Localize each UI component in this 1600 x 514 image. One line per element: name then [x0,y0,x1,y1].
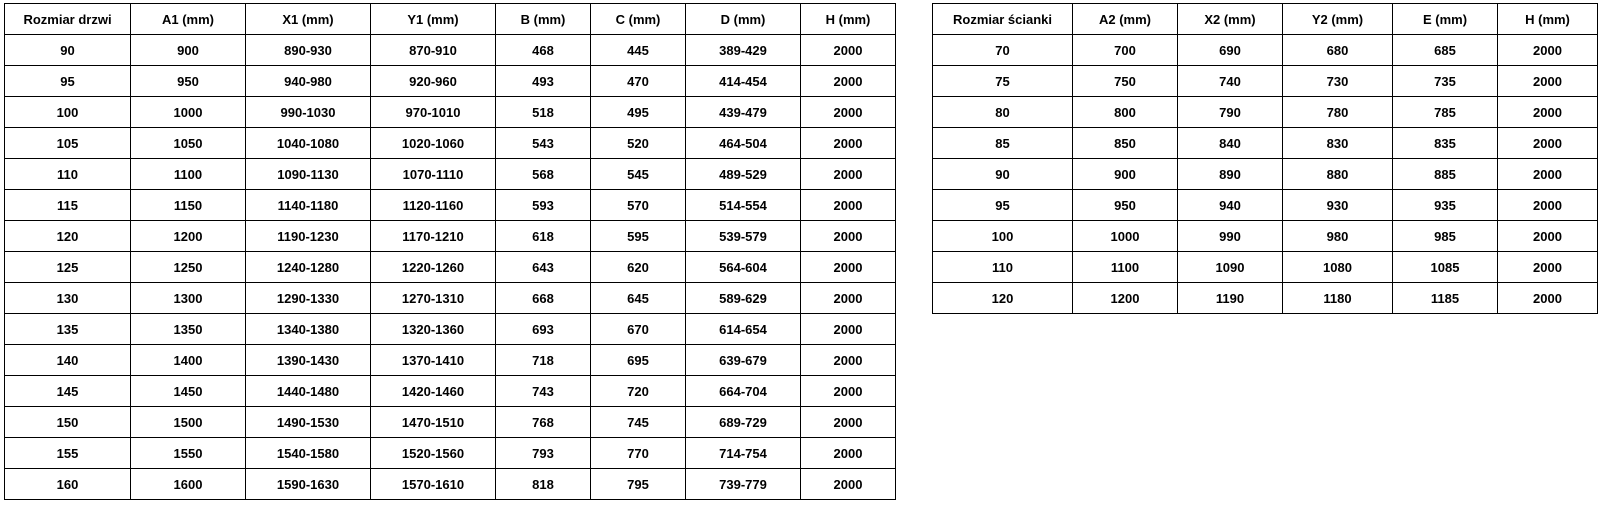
table-header-row [933,4,1598,35]
doors-dimensions-table-container [4,3,896,500]
table-cell: 1440-1480 [246,376,371,407]
table-cell: 568 [496,159,591,190]
table-cell: 664-704 [686,376,801,407]
table-row [933,66,1598,97]
table-cell: 1350 [131,314,246,345]
table-cell: 464-504 [686,128,801,159]
column-header-x1: X1 (mm) [246,4,371,35]
walls-table-header [933,4,1598,35]
table-cell: 1270-1310 [371,283,496,314]
table-cell: 543 [496,128,591,159]
table-cell: 935 [1393,190,1498,221]
table-row [5,283,896,314]
table-cell: 1000 [1073,221,1178,252]
table-cell: 2000 [801,35,896,66]
table-cell: 145 [5,376,131,407]
table-cell: 645 [591,283,686,314]
table-header-row [5,4,896,35]
table-cell: 1490-1530 [246,407,371,438]
table-cell: 125 [5,252,131,283]
table-cell: 840 [1178,128,1283,159]
table-cell: 1390-1430 [246,345,371,376]
table-row [5,221,896,252]
table-cell: 1120-1160 [371,190,496,221]
table-cell: 930 [1283,190,1393,221]
table-cell: 2000 [801,314,896,345]
table-cell: 1500 [131,407,246,438]
table-cell: 1190-1230 [246,221,371,252]
table-cell: 700 [1073,35,1178,66]
table-cell: 830 [1283,128,1393,159]
column-header-h: H (mm) [1498,4,1598,35]
table-cell: 545 [591,159,686,190]
table-cell: 1300 [131,283,246,314]
table-cell: 2000 [801,66,896,97]
table-cell: 489-529 [686,159,801,190]
table-row [933,35,1598,66]
table-cell: 900 [131,35,246,66]
table-cell: 539-579 [686,221,801,252]
table-row [5,469,896,500]
table-cell: 890 [1178,159,1283,190]
table-cell: 140 [5,345,131,376]
table-cell: 2000 [801,407,896,438]
table-cell: 1090 [1178,252,1283,283]
table-cell: 768 [496,407,591,438]
table-cell: 2000 [801,252,896,283]
table-cell: 120 [933,283,1073,314]
table-cell: 800 [1073,97,1178,128]
table-cell: 518 [496,97,591,128]
table-cell: 2000 [1498,252,1598,283]
table-cell: 850 [1073,128,1178,159]
table-cell: 593 [496,190,591,221]
table-cell: 880 [1283,159,1393,190]
table-row [933,221,1598,252]
table-row [5,97,896,128]
table-cell: 468 [496,35,591,66]
table-cell: 1470-1510 [371,407,496,438]
table-cell: 110 [5,159,131,190]
table-cell: 2000 [801,128,896,159]
table-row [5,252,896,283]
table-cell: 2000 [801,345,896,376]
column-header-e: E (mm) [1393,4,1498,35]
table-cell: 735 [1393,66,1498,97]
table-cell: 835 [1393,128,1498,159]
table-cell: 795 [591,469,686,500]
table-cell: 135 [5,314,131,345]
table-cell: 75 [933,66,1073,97]
table-cell: 1190 [1178,283,1283,314]
table-cell: 689-729 [686,407,801,438]
table-cell: 1070-1110 [371,159,496,190]
table-cell: 750 [1073,66,1178,97]
table-cell: 745 [591,407,686,438]
table-cell: 920-960 [371,66,496,97]
table-row [5,159,896,190]
table-cell: 685 [1393,35,1498,66]
column-header-b: B (mm) [496,4,591,35]
table-row [5,128,896,159]
table-cell: 1400 [131,345,246,376]
table-cell: 1220-1260 [371,252,496,283]
table-cell: 790 [1178,97,1283,128]
table-cell: 818 [496,469,591,500]
table-cell: 1320-1360 [371,314,496,345]
table-cell: 614-654 [686,314,801,345]
table-cell: 785 [1393,97,1498,128]
column-header-x2: X2 (mm) [1178,4,1283,35]
table-cell: 120 [5,221,131,252]
table-cell: 720 [591,376,686,407]
table-cell: 985 [1393,221,1498,252]
table-cell: 2000 [1498,128,1598,159]
table-row [5,66,896,97]
table-cell: 2000 [1498,35,1598,66]
table-cell: 714-754 [686,438,801,469]
table-cell: 514-554 [686,190,801,221]
table-cell: 1200 [131,221,246,252]
table-cell: 80 [933,97,1073,128]
table-cell: 1100 [131,159,246,190]
table-cell: 780 [1283,97,1393,128]
table-cell: 110 [933,252,1073,283]
table-cell: 990-1030 [246,97,371,128]
table-cell: 2000 [801,159,896,190]
table-cell: 85 [933,128,1073,159]
table-cell: 1090-1130 [246,159,371,190]
table-cell: 618 [496,221,591,252]
table-cell: 1100 [1073,252,1178,283]
column-header-y1: Y1 (mm) [371,4,496,35]
table-row [5,407,896,438]
table-cell: 1080 [1283,252,1393,283]
table-cell: 155 [5,438,131,469]
table-cell: 1290-1330 [246,283,371,314]
table-cell: 693 [496,314,591,345]
table-cell: 950 [131,66,246,97]
table-cell: 2000 [1498,97,1598,128]
table-cell: 950 [1073,190,1178,221]
table-cell: 589-629 [686,283,801,314]
table-cell: 990 [1178,221,1283,252]
table-cell: 1200 [1073,283,1178,314]
table-cell: 1180 [1283,283,1393,314]
column-header-rozmiar-drzwi: Rozmiar drzwi [5,4,131,35]
table-cell: 90 [5,35,131,66]
table-cell: 1250 [131,252,246,283]
table-cell: 1540-1580 [246,438,371,469]
table-cell: 1185 [1393,283,1498,314]
table-cell: 718 [496,345,591,376]
table-cell: 900 [1073,159,1178,190]
table-cell: 1450 [131,376,246,407]
walls-dimensions-table [932,3,1598,314]
table-cell: 105 [5,128,131,159]
table-cell: 100 [933,221,1073,252]
table-cell: 1150 [131,190,246,221]
table-cell: 680 [1283,35,1393,66]
table-cell: 1550 [131,438,246,469]
table-cell: 495 [591,97,686,128]
table-cell: 940-980 [246,66,371,97]
table-cell: 770 [591,438,686,469]
table-cell: 980 [1283,221,1393,252]
table-cell: 1570-1610 [371,469,496,500]
table-cell: 470 [591,66,686,97]
table-cell: 730 [1283,66,1393,97]
table-cell: 740 [1178,66,1283,97]
table-cell: 1000 [131,97,246,128]
table-cell: 389-429 [686,35,801,66]
table-cell: 643 [496,252,591,283]
table-cell: 1085 [1393,252,1498,283]
table-cell: 2000 [801,283,896,314]
table-cell: 445 [591,35,686,66]
table-row [5,438,896,469]
table-cell: 150 [5,407,131,438]
table-cell: 670 [591,314,686,345]
doors-table-header [5,4,896,35]
table-cell: 595 [591,221,686,252]
table-cell: 564-604 [686,252,801,283]
table-cell: 1020-1060 [371,128,496,159]
table-cell: 1040-1080 [246,128,371,159]
table-cell: 743 [496,376,591,407]
table-cell: 130 [5,283,131,314]
table-cell: 2000 [1498,66,1598,97]
table-row [5,376,896,407]
table-cell: 1420-1460 [371,376,496,407]
column-header-rozmiar-scianki: Rozmiar ścianki [933,4,1073,35]
table-cell: 2000 [801,438,896,469]
table-cell: 90 [933,159,1073,190]
table-cell: 695 [591,345,686,376]
table-row [933,190,1598,221]
table-cell: 1140-1180 [246,190,371,221]
table-row [5,35,896,66]
table-row [933,252,1598,283]
table-cell: 160 [5,469,131,500]
table-cell: 95 [933,190,1073,221]
table-cell: 2000 [1498,159,1598,190]
table-cell: 690 [1178,35,1283,66]
walls-dimensions-table-container [932,3,1598,314]
table-cell: 95 [5,66,131,97]
table-cell: 2000 [801,376,896,407]
table-row [933,159,1598,190]
table-cell: 885 [1393,159,1498,190]
table-cell: 493 [496,66,591,97]
table-cell: 2000 [1498,190,1598,221]
table-cell: 1340-1380 [246,314,371,345]
table-cell: 570 [591,190,686,221]
doors-dimensions-table [4,3,896,500]
table-cell: 1520-1560 [371,438,496,469]
table-row [933,97,1598,128]
walls-table-body [933,35,1598,314]
table-cell: 970-1010 [371,97,496,128]
table-cell: 2000 [801,221,896,252]
column-header-y2: Y2 (mm) [1283,4,1393,35]
table-cell: 2000 [801,190,896,221]
table-cell: 2000 [801,97,896,128]
column-header-h: H (mm) [801,4,896,35]
table-row [933,128,1598,159]
table-cell: 1370-1410 [371,345,496,376]
table-cell: 639-679 [686,345,801,376]
doors-table-body [5,35,896,500]
table-cell: 793 [496,438,591,469]
table-row [5,314,896,345]
table-cell: 439-479 [686,97,801,128]
table-cell: 70 [933,35,1073,66]
table-cell: 414-454 [686,66,801,97]
column-header-a1: A1 (mm) [131,4,246,35]
table-row [5,345,896,376]
column-header-d: D (mm) [686,4,801,35]
table-cell: 940 [1178,190,1283,221]
table-cell: 890-930 [246,35,371,66]
table-cell: 1050 [131,128,246,159]
table-cell: 1590-1630 [246,469,371,500]
table-cell: 1600 [131,469,246,500]
column-header-c: C (mm) [591,4,686,35]
table-cell: 2000 [801,469,896,500]
table-cell: 2000 [1498,283,1598,314]
column-header-a2: A2 (mm) [1073,4,1178,35]
table-row [5,190,896,221]
table-cell: 115 [5,190,131,221]
table-cell: 1240-1280 [246,252,371,283]
table-cell: 100 [5,97,131,128]
table-cell: 1170-1210 [371,221,496,252]
table-cell: 620 [591,252,686,283]
table-cell: 870-910 [371,35,496,66]
table-cell: 739-779 [686,469,801,500]
table-cell: 2000 [1498,221,1598,252]
table-row [933,283,1598,314]
table-cell: 668 [496,283,591,314]
table-cell: 520 [591,128,686,159]
